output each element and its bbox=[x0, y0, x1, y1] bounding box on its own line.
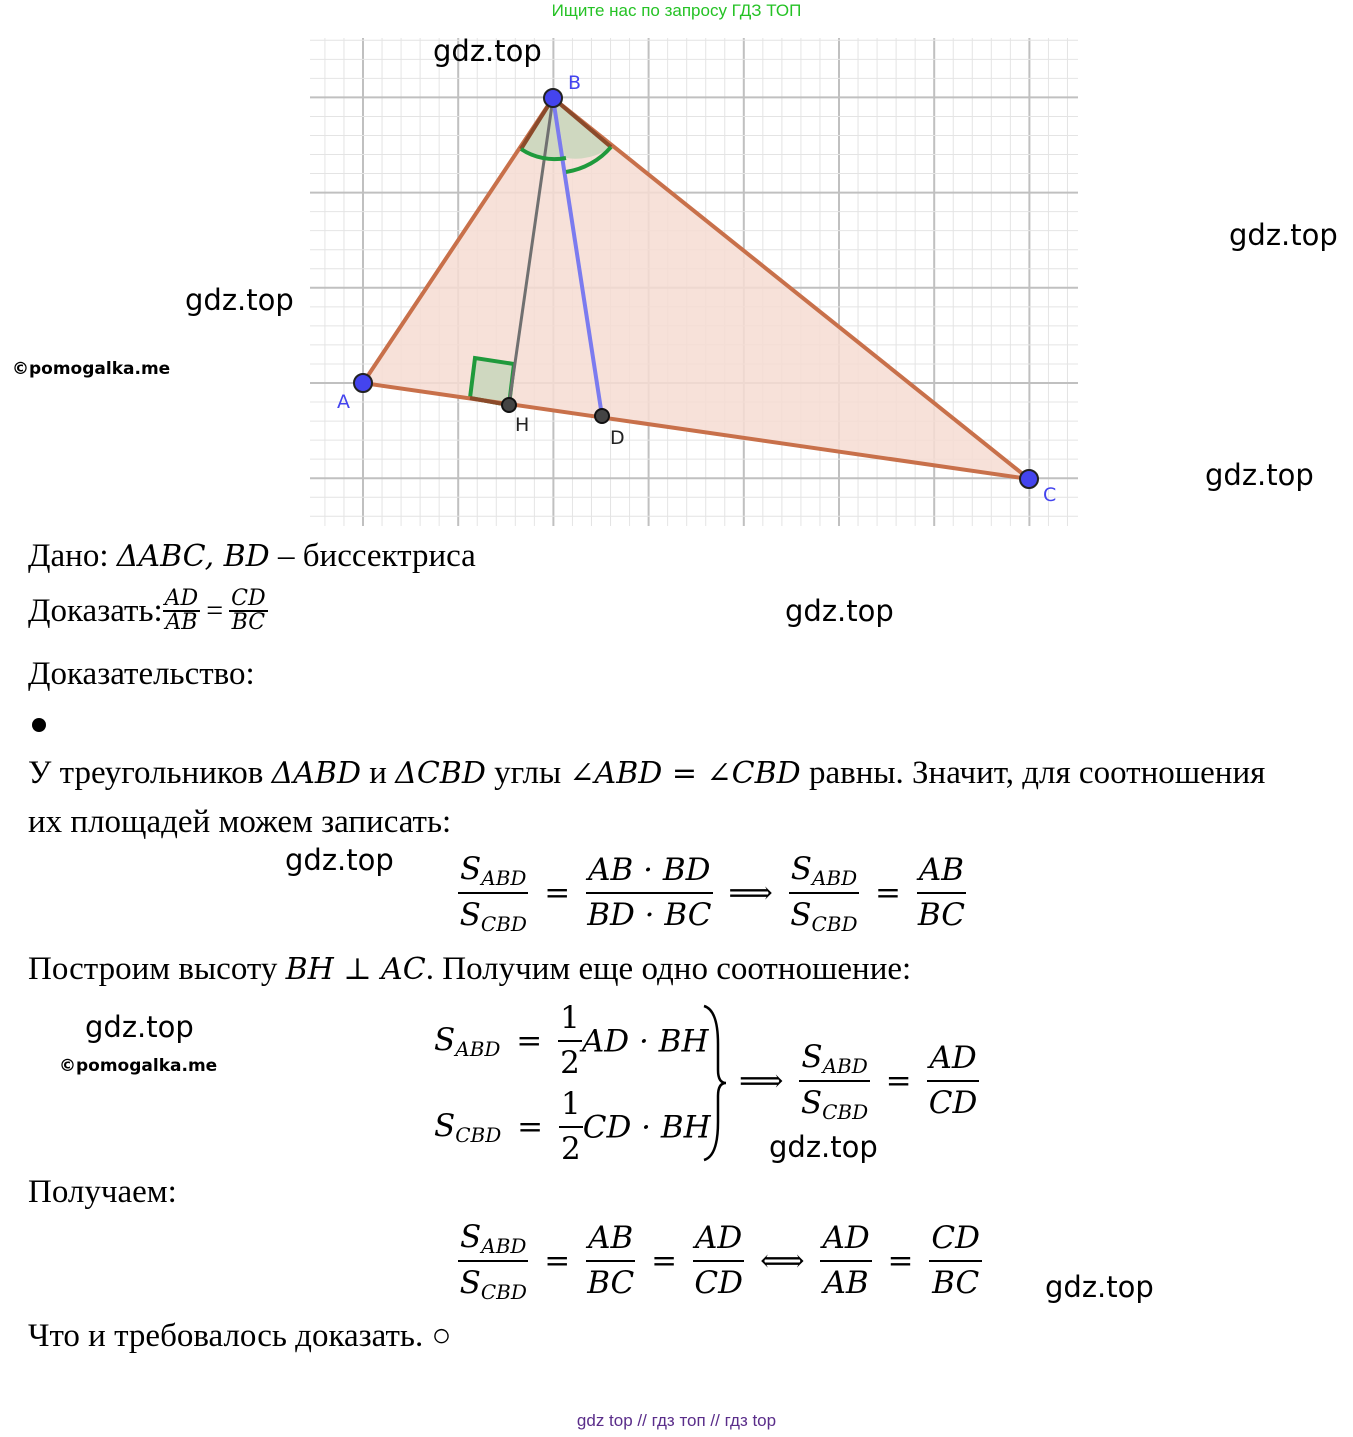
watermark: gdz.top bbox=[433, 34, 542, 68]
watermark: gdz.top bbox=[769, 1130, 878, 1164]
paragraph-4: Что и требовалось доказать. ○ bbox=[28, 1318, 452, 1354]
fraction: $\frac{AD}{AB}$ bbox=[164, 586, 199, 635]
copyright-mark: ©pomogalka.me bbox=[12, 359, 171, 379]
label-b: B bbox=[568, 72, 582, 94]
watermark: gdz.top bbox=[1205, 458, 1314, 492]
copyright-mark: ©pomogalka.me bbox=[59, 1056, 218, 1076]
point-a bbox=[354, 374, 372, 392]
equation-final: $\frac{S_{ABD}}{S_{CBD}}$ = $\frac{AB}{BC}$ = $\frac{AD}{CD}$ ⟺ $\frac{AD}{AB}$ = $\frac{CD}{BC}$ bbox=[458, 1216, 982, 1306]
watermark: gdz.top bbox=[785, 594, 894, 628]
paragraph-1-line-2: их площадей можем записать: bbox=[28, 804, 452, 840]
equation-area-ratio: $\frac{S_{ABD}}{S_{CBD}}$ = $\frac{AB \cdot BD}{BD \cdot BC}$ ⟹ $\frac{S_{ABD}}{S_{CBD}}$ = $\frac{AB}{BC}$ bbox=[458, 848, 966, 938]
point-c bbox=[1020, 470, 1038, 488]
prove-line: Доказать: $\frac{AD}{AB}$ = $\frac{CD}{BC}$ bbox=[28, 586, 266, 635]
point-b bbox=[544, 89, 562, 107]
label-h: H bbox=[515, 414, 530, 436]
equation-system-line-1: $S_{ABD}$ = $\frac{1}{2}$ AD · BH bbox=[434, 997, 709, 1086]
label-d: D bbox=[610, 427, 625, 449]
paragraph-3: Получаем: bbox=[28, 1174, 177, 1210]
equation-system-result: ⟹ $\frac{S_{ABD}}{S_{CBD}}$ = $\frac{AD}{CD}$ bbox=[733, 1036, 979, 1126]
footer-links: gdz top // гдз топ // гдз top bbox=[576, 1411, 777, 1430]
watermark: gdz.top bbox=[285, 843, 394, 877]
point-h bbox=[502, 398, 516, 412]
paragraph-2: Построим высоту BH ⊥ AC. Получим еще одно соотношение: bbox=[28, 951, 912, 987]
watermark: gdz.top bbox=[185, 283, 294, 317]
proof-label: Доказательство: bbox=[28, 656, 255, 692]
bullet-icon bbox=[32, 718, 46, 732]
label-a: A bbox=[337, 391, 350, 413]
fraction: $\frac{CD}{BC}$ bbox=[231, 586, 266, 635]
triangle-figure bbox=[0, 0, 1353, 540]
point-d bbox=[595, 409, 609, 423]
paragraph-1: У треугольников ΔABD и ΔCBD углы ∠ABD = ∠CBD равны. Значит, для соотношения bbox=[28, 755, 1266, 791]
watermark: gdz.top bbox=[1229, 218, 1338, 252]
label-c: C bbox=[1043, 484, 1057, 506]
equation-system-line-2: $S_{CBD}$ = $\frac{1}{2}$ CD · BH bbox=[434, 1083, 711, 1172]
watermark: gdz.top bbox=[85, 1010, 194, 1044]
given-line: Дано: ΔABC, BD – биссектриса bbox=[28, 538, 476, 574]
search-banner: Ищите нас по запросу ГДЗ ТОП bbox=[551, 1, 802, 20]
watermark: gdz.top bbox=[1045, 1270, 1154, 1304]
right-brace-icon bbox=[700, 1004, 730, 1162]
